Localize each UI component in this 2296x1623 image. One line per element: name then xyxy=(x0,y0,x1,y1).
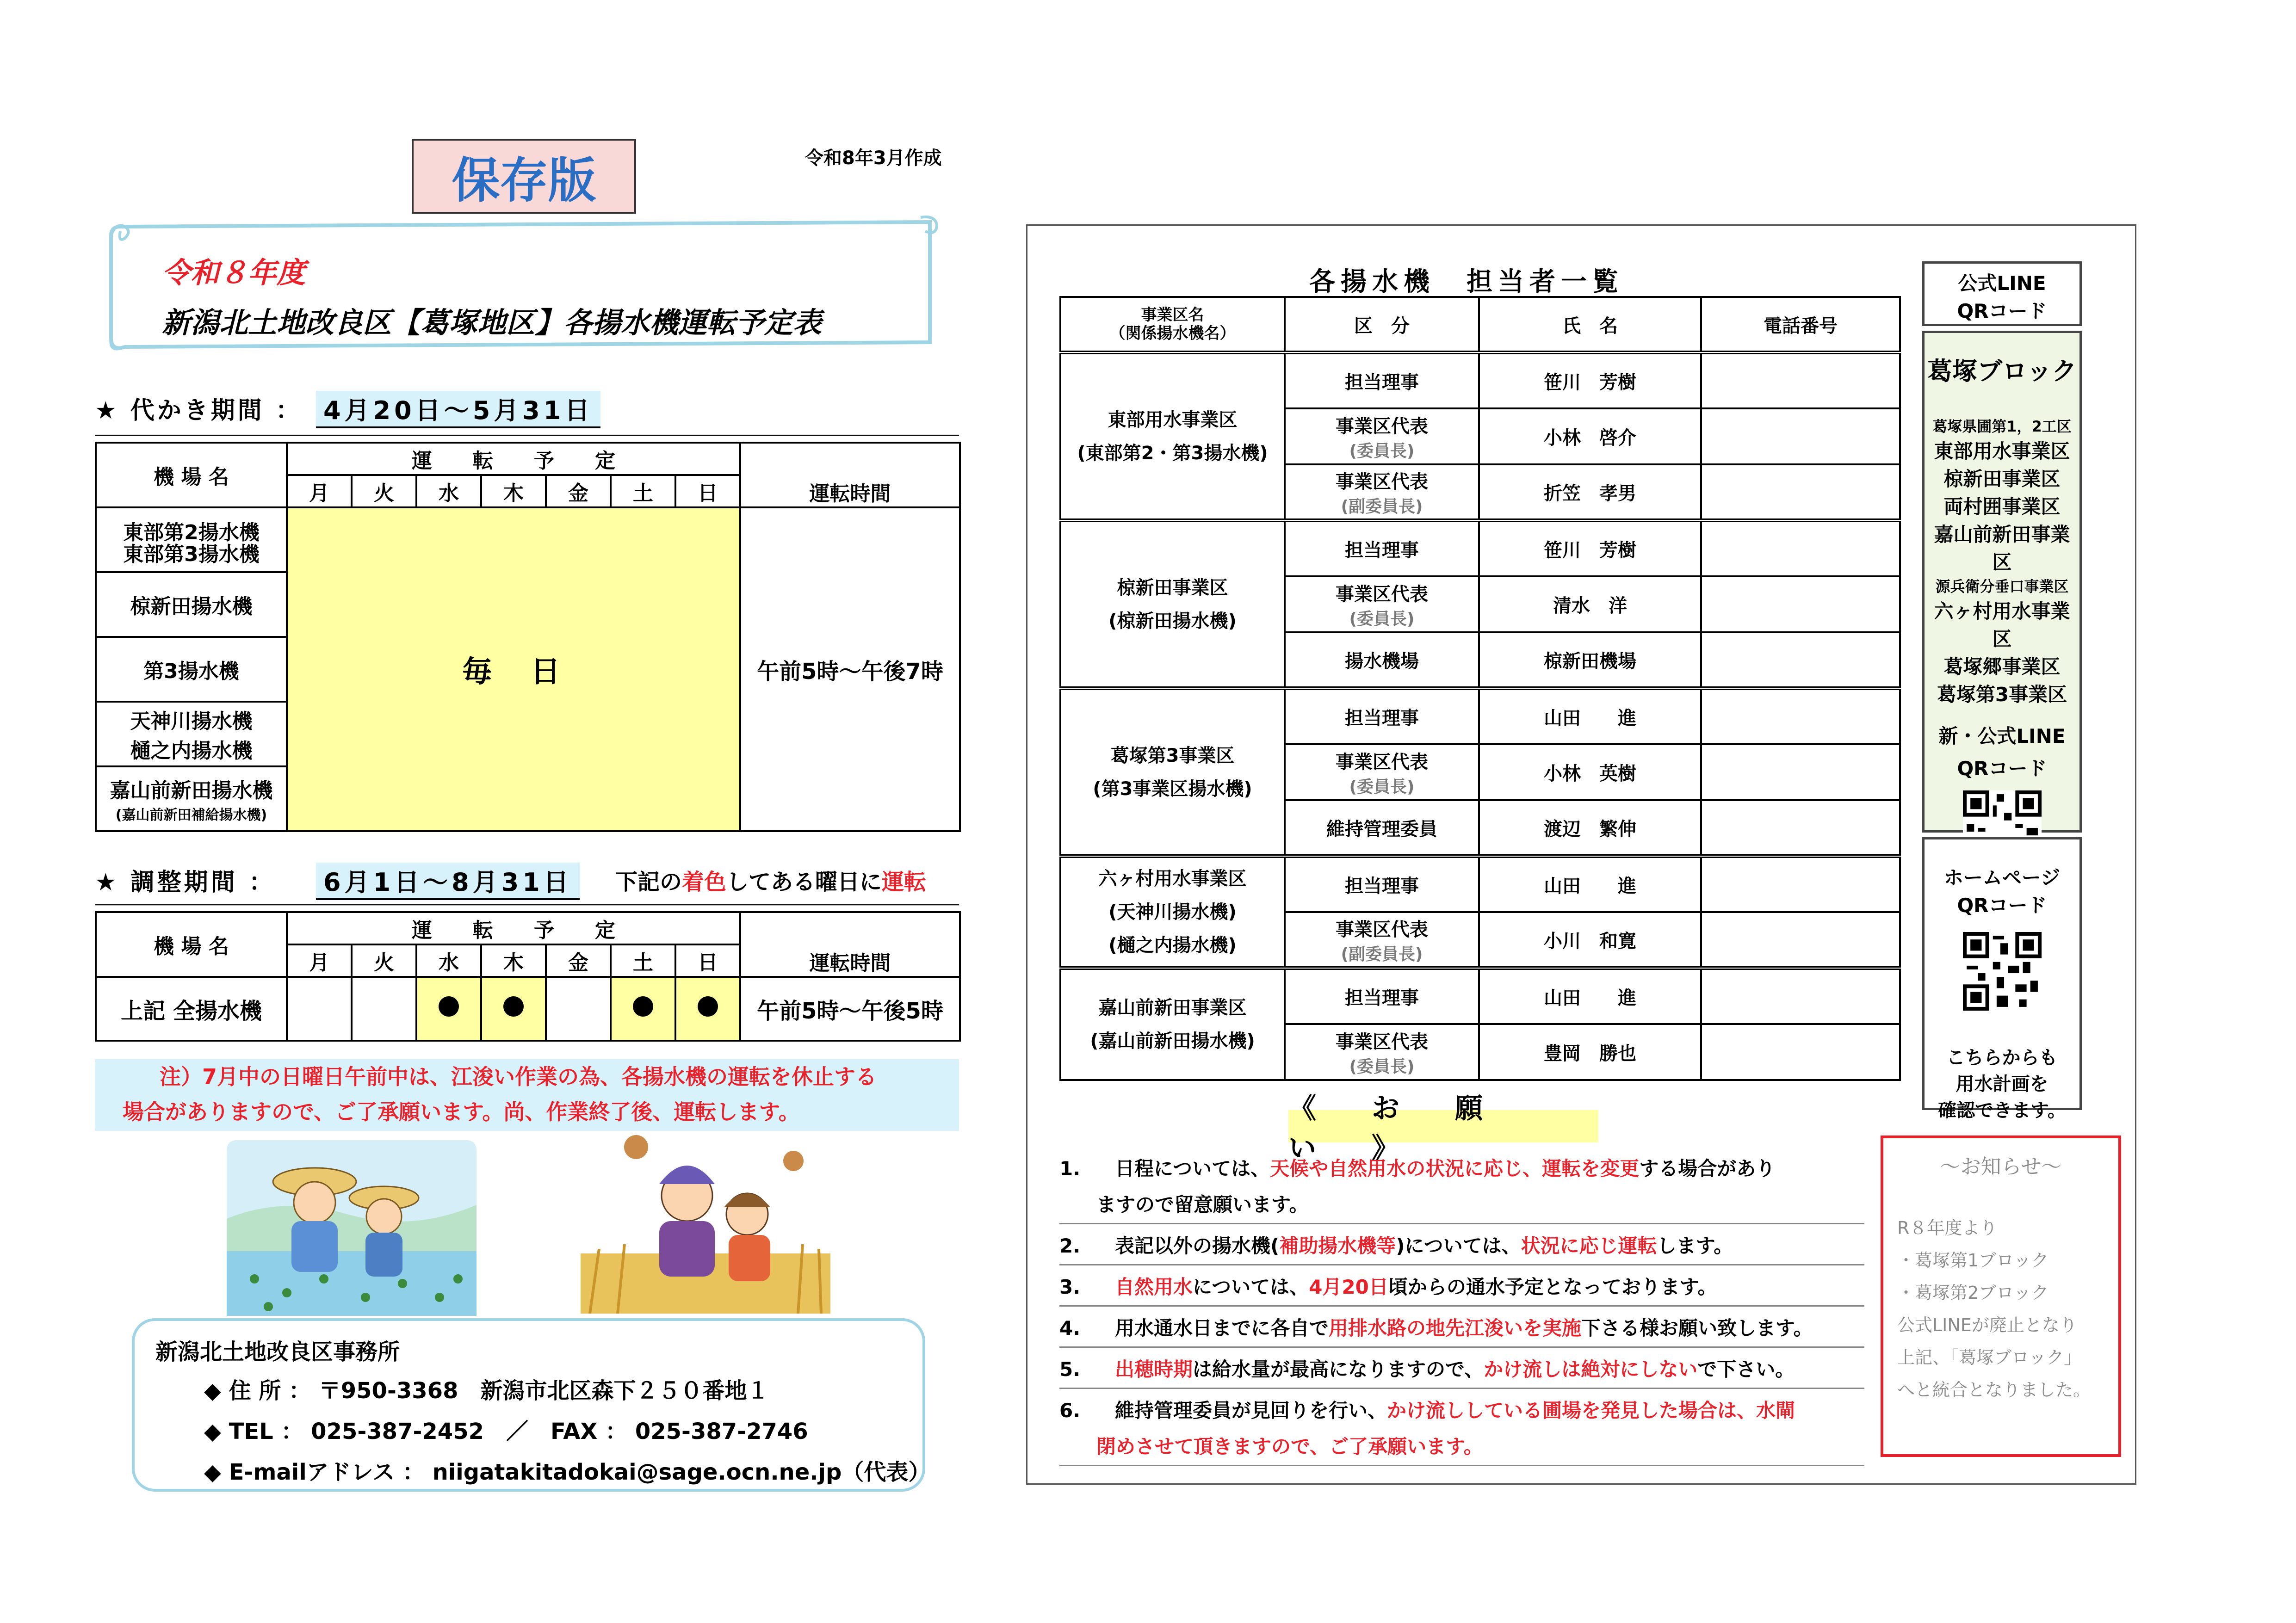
person-name-cell: 折笠 孝男 xyxy=(1479,464,1701,520)
notice-line: 公式LINEが廃止となり xyxy=(1897,1315,2077,1335)
phone-cell xyxy=(1701,800,1900,856)
request-item: 3. 自然用水については、4月20日頃からの通水予定となっております。 xyxy=(1059,1265,1864,1307)
archive-stamp: 保存版 xyxy=(412,139,636,214)
notice-box xyxy=(1881,1135,2121,1457)
everyday-cell: 毎 日 xyxy=(287,507,740,831)
line-qr-header: 公式LINE QRコード xyxy=(1922,261,2082,326)
request-item: 6. 維持管理委員が見回りを行い、かけ流ししている圃場を発見した場合は、水閘 閉めさせて頂きますので、ご了承願います。 xyxy=(1059,1389,1864,1466)
notice-line: へと統合となりました。 xyxy=(1897,1380,2091,1400)
day-cell xyxy=(481,977,546,1041)
contacts-title: 各揚水機 担当者一覧 xyxy=(1309,267,1624,297)
notice-line: ・葛塚第1ブロック xyxy=(1897,1250,2049,1271)
day-mon: 月 xyxy=(287,475,352,507)
day-fri: 金 xyxy=(546,944,611,977)
day-sat: 土 xyxy=(611,944,675,977)
role-cell: 揚水機場 xyxy=(1285,632,1479,688)
role-cell: 維持管理委員 xyxy=(1285,800,1479,856)
role-cell: 事業区代表 (委員長) xyxy=(1285,744,1479,800)
day-tue: 火 xyxy=(352,475,416,507)
fiscal-year: 令和８年度 xyxy=(162,256,306,290)
day-cell xyxy=(287,977,352,1041)
station-cell: 嘉山前新田揚水機 (嘉山前新田補給揚水機) xyxy=(96,766,287,831)
role-header: 区 分 xyxy=(1285,297,1479,352)
person-name-cell: 椋新田機場 xyxy=(1479,632,1701,688)
station-header: 機 場 名 xyxy=(96,443,287,507)
day-cell xyxy=(546,977,611,1041)
person-name-cell: 豊岡 勝也 xyxy=(1479,1024,1701,1080)
person-name-cell: 山田 進 xyxy=(1479,856,1701,912)
day-sun: 日 xyxy=(675,944,740,977)
role-cell: 事業区代表 (副委員長) xyxy=(1285,912,1479,968)
role-cell: 担当理事 xyxy=(1285,352,1479,408)
phone-cell xyxy=(1701,352,1900,408)
hours-cell: 午前5時～午後5時 xyxy=(740,977,960,1041)
contacts-table xyxy=(1059,296,1901,1081)
station-cell: 東部第2揚水機 東部第3揚水機 xyxy=(96,507,287,572)
created-date: 令和8年3月作成 xyxy=(805,148,942,169)
office-name: 新潟北土地改良区事務所 xyxy=(155,1339,400,1365)
phone-header: 電話番号 xyxy=(1701,297,1900,352)
office-phone: ◆ TEL ： 025-387-2452 ／ FAX ： 025-387-2746 xyxy=(204,1419,808,1444)
schedule-title: 新潟北土地改良区【葛塚地区】各揚水機運転予定表 xyxy=(162,306,822,339)
district-cell: 六ヶ村用水事業区 (天神川揚水機) (樋之内揚水機) xyxy=(1060,856,1285,968)
day-tue: 火 xyxy=(352,944,416,977)
day-fri: 金 xyxy=(546,475,611,507)
station-cell: 第3揚水機 xyxy=(96,637,287,702)
schedule-table-1 xyxy=(95,442,961,832)
station-cell: 椋新田揚水機 xyxy=(96,572,287,637)
station-cell: 天神川揚水機 樋之内揚水機 xyxy=(96,702,287,766)
hours-header: 運転時間 xyxy=(740,912,960,977)
day-cell xyxy=(611,977,675,1041)
period2-heading: ★ 調整期間 ： xyxy=(95,869,276,896)
notice-line: R８年度より xyxy=(1897,1218,1998,1238)
day-cell xyxy=(416,977,481,1041)
operating-day-dot xyxy=(503,996,524,1017)
district-cell: 椋新田事業区 (椋新田揚水機) xyxy=(1060,520,1285,688)
day-thu: 木 xyxy=(481,475,546,507)
harvest-farmers-illustration xyxy=(581,1129,830,1314)
request-title: 《 お 願 い 》 xyxy=(1288,1110,1598,1142)
homepage-qr-code[interactable] xyxy=(1963,932,2042,1011)
phone-cell xyxy=(1701,520,1900,576)
person-name-cell: 渡辺 繁伸 xyxy=(1479,800,1701,856)
role-cell: 担当理事 xyxy=(1285,520,1479,576)
phone-cell xyxy=(1701,968,1900,1024)
phone-cell xyxy=(1701,688,1900,744)
day-wed: 水 xyxy=(416,475,481,507)
day-sat: 土 xyxy=(611,475,675,507)
closure-note: 注）7月中の日曜日午前中は、江浚い作業の為、各揚水機の運転を休止する 場合がありますので、ご了承願います。尚、作業終了後、運転します。 xyxy=(95,1059,959,1131)
day-sun: 日 xyxy=(675,475,740,507)
period1-range: 4月20日～5月31日 xyxy=(316,391,600,428)
phone-cell xyxy=(1701,912,1900,968)
office-address: ◆ 住 所 ： 〒950-3368 新潟市北区森下２５０番地１ xyxy=(204,1378,769,1404)
phone-cell xyxy=(1701,408,1900,464)
phone-cell xyxy=(1701,576,1900,632)
farmers-rice-field-illustration xyxy=(227,1140,477,1316)
phone-cell xyxy=(1701,744,1900,800)
request-item: 5. 出穂時期は給水量が最高になりますので、かけ流しは絶対にしないで下さい。 xyxy=(1059,1348,1864,1389)
phone-cell xyxy=(1701,632,1900,688)
period2-range: 6月1日～8月31日 xyxy=(316,863,580,900)
schedule-header: 運 転 予 定 xyxy=(287,443,740,475)
day-wed: 水 xyxy=(416,944,481,977)
day-mon: 月 xyxy=(287,944,352,977)
notice-line: ・葛塚第2ブロック xyxy=(1897,1283,2049,1303)
schedule-header: 運 転 予 定 xyxy=(287,912,740,944)
role-cell: 事業区代表 (委員長) xyxy=(1285,408,1479,464)
district-cell: 東部用水事業区 (東部第2・第3揚水機) xyxy=(1060,352,1285,520)
hours-cell: 午前5時～午後7時 xyxy=(740,507,960,831)
qr-column xyxy=(1922,261,2082,1121)
notice-line: 上記、「葛塚ブロック」 xyxy=(1897,1347,2082,1368)
station-header: 機 場 名 xyxy=(96,912,287,977)
role-cell: 担当理事 xyxy=(1285,688,1479,744)
person-name-cell: 山田 進 xyxy=(1479,968,1701,1024)
phone-cell xyxy=(1701,464,1900,520)
operating-day-dot xyxy=(633,996,653,1017)
schedule-table-2 xyxy=(95,911,961,1042)
notice-title: ～お知らせ～ xyxy=(1940,1155,2062,1179)
person-name-cell: 山田 進 xyxy=(1479,688,1701,744)
person-name-cell: 小川 和寛 xyxy=(1479,912,1701,968)
homepage-qr-box: ホームページ QRコード こちらからも 用水計画を 確認できます。 xyxy=(1922,837,2082,1110)
phone-cell xyxy=(1701,856,1900,912)
day-cell xyxy=(675,977,740,1041)
person-name-cell: 笹川 芳樹 xyxy=(1479,352,1701,408)
request-item: 4. 用水通水日までに各自で用排水路の地先江浚いを実施下さる様お願い致します。 xyxy=(1059,1307,1864,1348)
person-name-cell: 笹川 芳樹 xyxy=(1479,520,1701,576)
office-email[interactable]: ◆ E-mailアドレス ： niigatakitadokai@sage.ocn.ne.jp（代表） xyxy=(204,1459,931,1485)
role-cell: 事業区代表 (委員長) xyxy=(1285,576,1479,632)
period2-note: 下記の着色してある曜日に運転 xyxy=(615,869,927,895)
request-list xyxy=(1059,1147,1864,1466)
kuzutsuka-block-box: 葛塚ブロック 葛塚県圃第1，2工区 東部用水事業区 椋新田事業区 両村囲事業区 嘉山前新田事業区 源兵衛分垂口事業区 六ヶ村用水事業区 葛塚郷事業区 葛塚第3事業区 新・公式LINE QRコード xyxy=(1922,331,2082,833)
hours-header: 運転時間 xyxy=(740,443,960,507)
phone-cell xyxy=(1701,1024,1900,1080)
office-info-box xyxy=(132,1318,931,1492)
request-item: 1. 日程については、天候や自然用水の状況に応じ、運転を変更する場合があり ますので留意願います。 xyxy=(1059,1147,1864,1224)
operating-day-dot xyxy=(698,996,718,1017)
station-cell: 上記 全揚水機 xyxy=(96,977,287,1041)
role-cell: 担当理事 xyxy=(1285,968,1479,1024)
period1-heading: ★ 代かき期間 ： xyxy=(95,397,303,425)
person-name-cell: 清水 洋 xyxy=(1479,576,1701,632)
district-cell: 嘉山前新田事業区 (嘉山前新田揚水機) xyxy=(1060,968,1285,1080)
day-thu: 木 xyxy=(481,944,546,977)
district-header: 事業区名 （関係揚水機名） xyxy=(1060,297,1285,352)
name-header: 氏 名 xyxy=(1479,297,1701,352)
person-name-cell: 小林 啓介 xyxy=(1479,408,1701,464)
role-cell: 事業区代表 (副委員長) xyxy=(1285,464,1479,520)
operating-day-dot xyxy=(439,996,459,1017)
day-cell xyxy=(352,977,416,1041)
request-item: 2. 表記以外の揚水機(補助揚水機等)については、状況に応じ運転します。 xyxy=(1059,1224,1864,1265)
role-cell: 事業区代表 (委員長) xyxy=(1285,1024,1479,1080)
role-cell: 担当理事 xyxy=(1285,856,1479,912)
person-name-cell: 小林 英樹 xyxy=(1479,744,1701,800)
district-cell: 葛塚第3事業区 (第3事業区揚水機) xyxy=(1060,688,1285,856)
